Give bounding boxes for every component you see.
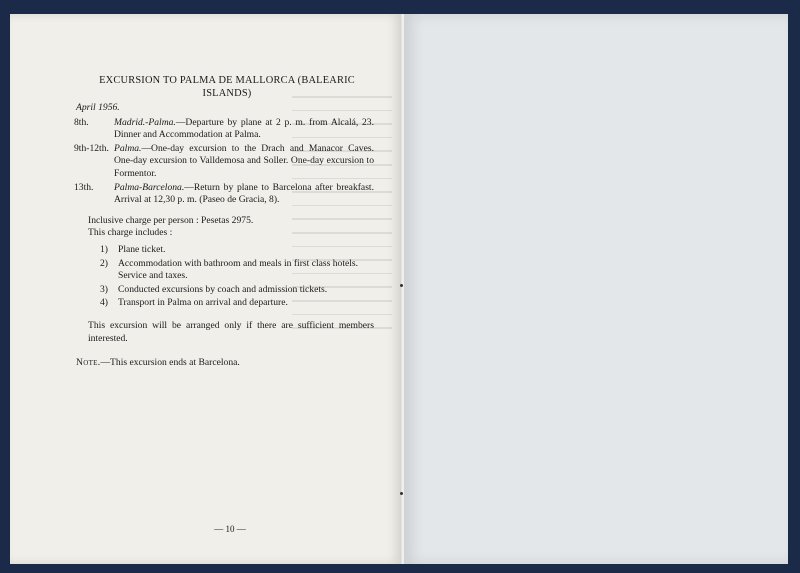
note-label: Note. — [76, 357, 101, 369]
note-text: —This excursion ends at Barcelona. — [100, 357, 240, 369]
page-title: EXCURSION TO PALMA DE MALLORCA (BALEARIC ISLANDS) — [99, 75, 355, 99]
list-item-text: Conducted excursions by coach and admission tickets. — [118, 283, 328, 295]
page-number: — 10 — — [214, 524, 246, 534]
includes-label: This charge includes : — [88, 227, 173, 239]
includes-list — [100, 244, 374, 310]
charge-line: Inclusive charge per person : Pesetas 2975. — [88, 214, 254, 226]
itinerary-place: Madrid.-Palma. — [114, 116, 176, 128]
itinerary — [74, 117, 374, 207]
list-item — [100, 258, 374, 283]
itinerary-detail: —Departure by plane at 2 p. m. from Alcalá, 23. Dinner and Accommodation at Palma. — [114, 116, 374, 141]
itinerary-day: 8th. — [74, 116, 89, 128]
itinerary-place: Palma-Barcelona. — [114, 181, 185, 193]
list-item-number: 3) — [100, 283, 108, 295]
binding-hole — [400, 492, 403, 495]
page-content — [74, 74, 374, 370]
list-item-text: Accommodation with bathroom and meals in first class hotels. Service and taxes. — [118, 257, 359, 282]
itinerary-day: 13th. — [74, 181, 94, 193]
itinerary-item — [74, 143, 374, 181]
binding-hole — [400, 284, 403, 287]
list-item-number: 1) — [100, 243, 108, 255]
condition-paragraph: This excursion will be arranged only if there are sufficient members interested. — [88, 319, 374, 344]
itinerary-detail: —Return by plane to Barcelona after breakfast. Arrival at 12,30 p. m. (Paseo de Gracia, 8). — [114, 181, 374, 206]
list-item — [100, 284, 374, 297]
right-page-blank — [404, 14, 788, 564]
itinerary-day: 9th-12th. — [74, 142, 109, 154]
itinerary-detail: —One-day excursion to the Drach and Manacor Caves. One-day excursion to Valldemosa and Soller. One-day excursion to Formentor. — [114, 142, 374, 179]
date-line: April 1956. — [76, 102, 120, 113]
list-item-text: Transport in Palma on arrival and departure. — [118, 297, 288, 309]
list-item-number: 4) — [100, 297, 108, 309]
list-item-number: 2) — [100, 257, 108, 269]
itinerary-item — [74, 182, 374, 207]
itinerary-place: Palma. — [114, 142, 142, 154]
itinerary-item — [74, 117, 374, 142]
list-item — [100, 244, 374, 257]
note-line — [76, 357, 374, 370]
list-item — [100, 297, 374, 310]
list-item-text: Plane ticket. — [118, 243, 166, 255]
itinerary-description — [114, 143, 374, 181]
itinerary-description — [114, 182, 374, 207]
left-page — [10, 14, 402, 564]
itinerary-description — [114, 117, 374, 142]
